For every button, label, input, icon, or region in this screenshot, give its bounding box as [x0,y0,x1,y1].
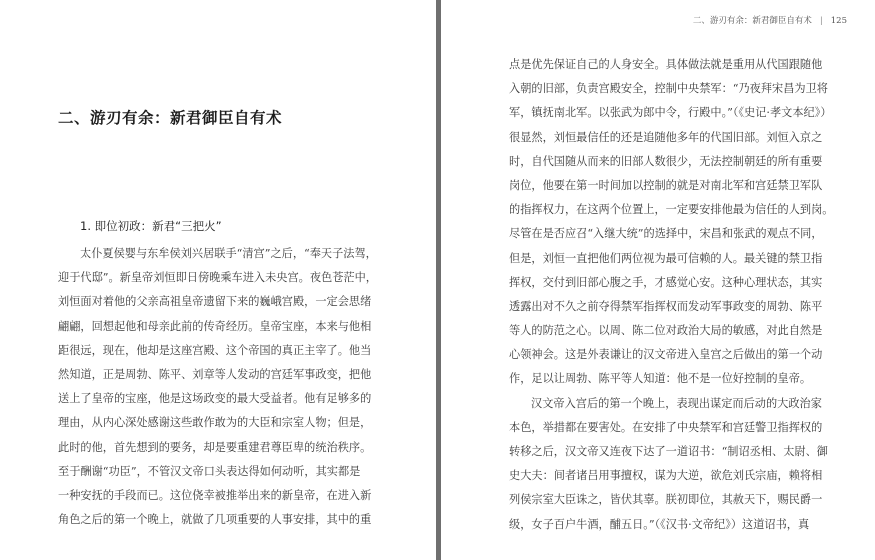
text-line: 挥权，交付到旧部心腹之手，才感觉心安。这种心理状态，其实 [509,275,823,289]
text-line: 作，足以让周勃、陈平等人知道：他不是一位好控制的皇帝。 [509,372,812,386]
text-line: 太仆夏侯婴与东牟侯刘兴居联手“清宫”之后，“奉天子法驾， [80,247,377,260]
text-line: 汉文帝入宫后的第一个晚上，表现出谋定而后动的大政治家 [531,396,822,410]
text-line: 然知道，正是周勃、陈平、刘章等人发动的宫廷军事政变，把他 [58,367,372,381]
text-line: 本色，举措都在要害处。在安排了中央禁军和宫廷警卫指挥权的 [509,420,823,434]
right-page [441,0,875,560]
chapter-title: 二、游刃有余：新君御臣自有术 [58,109,283,127]
text-line: 等人的防范之心。以周、陈二位对政治大局的敏感，对此自然是 [509,324,823,338]
page-number: 125 [830,16,847,26]
text-line: 史大夫：间者诸吕用事擅权，谋为大逆，欲危刘氏宗庙，赖将相 [509,469,823,483]
text-line: 迎于代邸”。新皇帝刘恒即日傍晚乘车进入未央宫。夜色苍茫中， [58,271,377,285]
text-line: 距很远，现在，他却是这座宫殿、这个帝国的真正主宰了。他当 [58,343,372,357]
text-line: 的指挥权力，在这两个位置上，一定要安排他最为信任的人到岗。 [509,203,834,217]
text-line: 时，自代国随从而来的旧部人数很少，无法控制朝廷的所有重要 [509,154,823,168]
running-header-section: 二、游刃有余：新君御臣自有术 [692,16,812,26]
text-line: 点是优先保证自己的人身安全。具体做法就是重用从代国跟随他 [509,58,823,71]
left-page [0,0,436,560]
section-title: 1. 即位初政：新君“三把火” [80,219,222,233]
left-body-text [58,242,377,532]
text-line: 心领神会。这是外表谦让的汉文帝进入皇宫之后做出的第一个动 [509,348,823,362]
text-line: 理由，从内心深处感谢这些敢作敢为的大臣和宗室人物；但是， [58,416,372,430]
running-header: 二、游刃有余：新君御臣自有术 | 125 [692,16,847,26]
text-line: 刘恒面对着他的父亲高祖皇帝遗留下来的巍峨宫殿，一定会思绪 [58,295,372,309]
text-line: 尽管在是否应召“入继大统”的选择中，宋昌和张武的观点不同， [509,227,823,241]
right-body-text [509,53,834,537]
text-line: 列侯宗室大臣诛之，皆伏其辜。朕初即位，其赦天下，赐民爵一 [509,493,823,507]
text-line: 级，女子百户牛酒，酺五日。”（《汉书·文帝纪》）这道诏书，真 [509,517,810,531]
text-line: 角色之后的第一个晚上，就做了几项重要的人事安排，其中的重 [58,513,372,527]
text-line: 军，镇抚南北军。以张武为郎中令，行殿中。”（《史记·孝文本纪》） [509,106,832,120]
text-line: 一种安抚的手段而已。这位侥幸被推举出来的新皇帝，在进入新 [58,488,372,502]
text-line: 透露出对不久之前夺得禁军指挥权而发动军事政变的周勃、陈平 [509,299,823,313]
text-line: 至于酬谢“功臣”，不管汉文帝口头表达得如何动听，其实都是 [58,464,361,478]
text-line: 岗位，他要在第一时间加以控制的就是对南北军和宫廷禁卫军队 [509,178,823,192]
text-line: 此时的他，首先想到的要务，却是要重建君尊臣卑的统治秩序。 [58,440,372,454]
text-line: 很显然，刘恒最信任的还是追随他多年的代国旧部。刘恒入京之 [509,130,823,144]
text-line: 但是，刘恒一直把他们两位视为最可信赖的人。最关键的禁卫指 [509,251,823,265]
text-line: 转移之后，汉文帝又连夜下达了一道诏书：“制诏丞相、太尉、御 [509,445,828,458]
text-line: 翩翩，回想起他和母亲此前的传奇经历。皇帝宝座，本来与他相 [58,319,372,333]
text-line: 送上了皇帝的宝座，他是这场政变的最大受益者。他有足够多的 [58,392,372,406]
text-line: 入朝的旧部，负责宫殿安全，控制中央禁军：“乃夜拜宋昌为卫将 [509,82,828,96]
